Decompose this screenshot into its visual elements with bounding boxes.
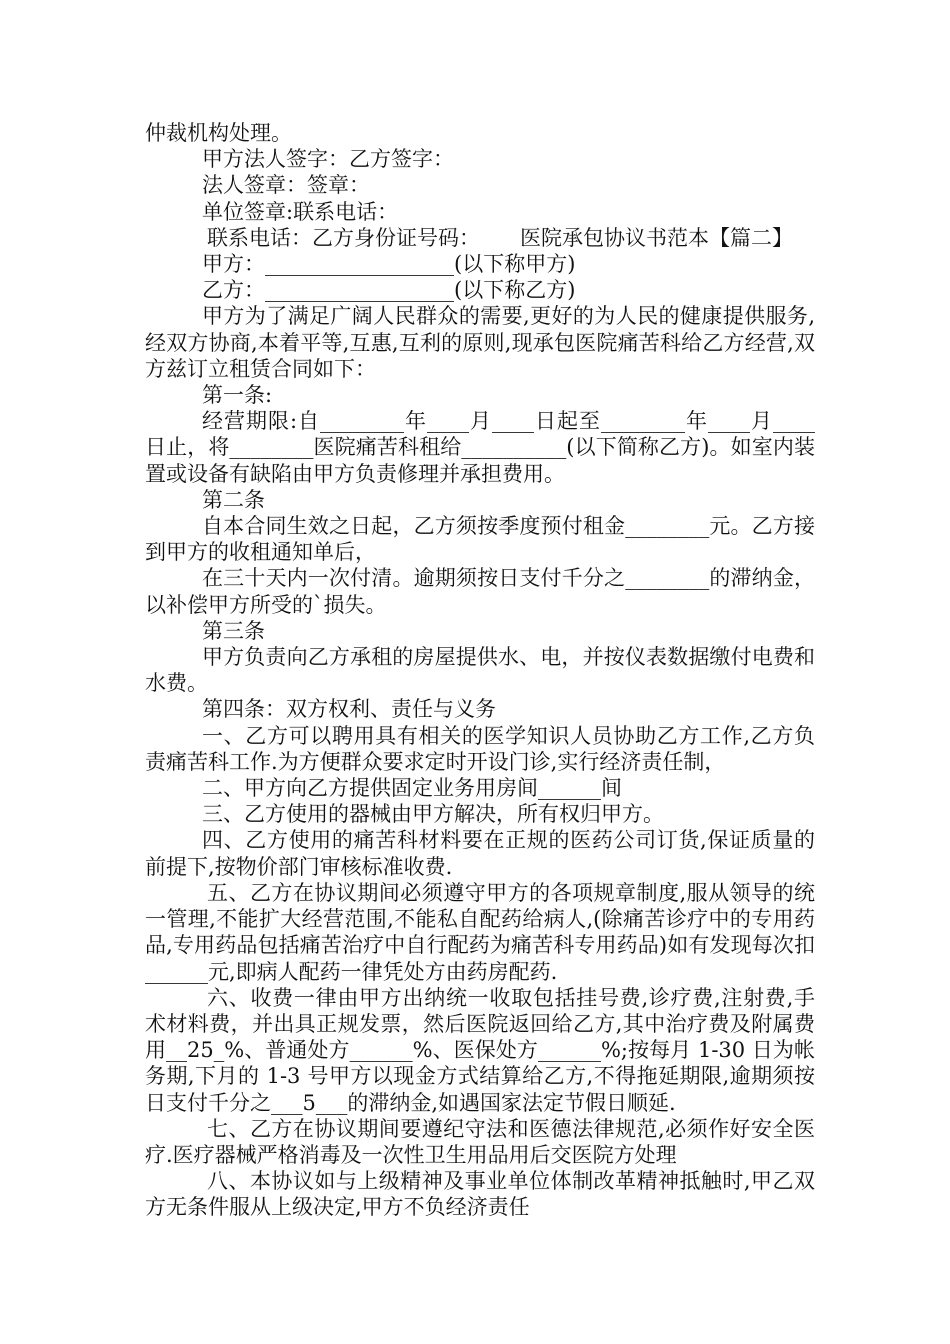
heading-article-4: 第四条：双方权利、责任与义务 [202, 697, 496, 722]
paragraph-payment: 在三十天内一次付清。逾期须按日支付千分之________的滞纳金，以补偿甲方所受的`损失。 [145, 566, 815, 617]
clause-5: 五、乙方在协议期间必须遵守甲方的各项规章制度,服从领导的统一管理,不能扩大经营范围,不能私自配药给病人,(除痛苦诊疗中的专用药品,专用药品包括痛苦治疗中自行配药为痛苦科专用药品)如有发现每次扣______元,即病人配药一律凭处方由药房配药. [145, 880, 815, 984]
document-page [145, 120, 815, 1221]
paragraph-preamble: 甲方为了满足广阔人民群众的需要,更好的为人民的健康提供服务,经双方协商,本着平等,互惠,互利的原则,现承包医院痛苦科给乙方经营,双方兹订立租赁合同如下： [145, 304, 815, 381]
paragraph-seal: 法人签章：签章： [202, 173, 370, 198]
clause-4: 四、乙方使用的痛苦科材料要在正规的医药公司订货,保证质量的前提下,按物价部门审核标准收费. [145, 828, 815, 879]
clause-7: 七、乙方在协议期间要遵纪守法和医德法律规范,必须作好安全医疗.医疗器械严格消毒及一次性卫生用品用后交医院方处理 [145, 1116, 815, 1167]
clause-3: 三、乙方使用的器械由甲方解决，所有权归甲方。 [202, 802, 664, 827]
clause-6: 六、收费一律由甲方出纳统一收取包括挂号费,诊疗费,注射费,手术材料费，并出具正规发票，然后医院返回给乙方,其中治疗费及附属费用__25_%、普通处方______%、医保处方______%;按每月 1-30 日为帐务期,下月的 1-3 号甲方以现金方式结算给乙方,不得拖延期限,逾期须按日支付千分之___5___的滞纳金,如遇国家法定节假日顺延. [145, 985, 815, 1115]
heading-article-2: 第二条 [202, 487, 265, 512]
paragraph-utilities: 甲方负责向乙方承租的房屋提供水、电，并按仪表数据缴付电费和水费。 [145, 645, 815, 696]
heading-article-3: 第三条 [202, 618, 265, 643]
heading-article-1: 第一条: [202, 383, 273, 408]
paragraph-party-a: 甲方：__________________(以下称甲方) [202, 252, 576, 277]
paragraph-unit-seal: 单位签章:联系电话： [202, 199, 399, 224]
clause-8: 八、本协议如与上级精神及事业单位体制改革精神抵触时,甲乙双方无条件服从上级决定,甲方不负经济责任 [145, 1169, 815, 1220]
paragraph-contact-heading: 联系电话：乙方身份证号码： 医院承包协议书范本【篇二】 [207, 225, 794, 250]
clause-1: 一、乙方可以聘用具有相关的医学知识人员协助乙方工作,乙方负责痛苦科工作.为方便群众要求定时开设门诊,实行经济责任制， [145, 723, 815, 774]
paragraph-rent: 自本合同生效之日起，乙方须按季度预付租金________元。乙方接到甲方的收租通知单后， [145, 514, 815, 565]
paragraph-party-b: 乙方：__________________(以下称乙方) [202, 278, 576, 303]
paragraph-term: 经营期限:自________年____月____日起至________年____月____日止，将________医院痛苦科租给__________(以下简称乙方)。如室内装置或设备有缺陷由甲方负责修理并承担费用。 [145, 409, 815, 486]
paragraph-arbitration: 仲裁机构处理。 [145, 121, 292, 145]
clause-2: 二、甲方向乙方提供固定业务用房间______间 [202, 776, 622, 801]
paragraph-signatures: 甲方法人签字：乙方签字： [202, 147, 454, 172]
